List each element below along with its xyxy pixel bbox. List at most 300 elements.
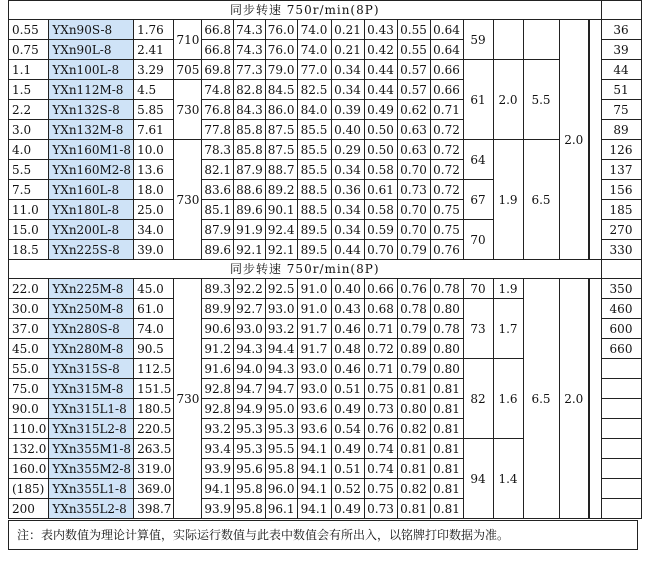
performance-cell: 0.72 [430,120,463,140]
performance-cell: 0.72 [430,160,463,180]
performance-cell: 0.58 [364,160,397,180]
performance-cell: 74.8 [202,80,234,100]
performance-cell: 0.71 [364,319,397,339]
performance-cell: 0.81 [397,499,430,519]
model-cell: YXn90S-8 [49,20,134,40]
power-kw: 15.0 [9,220,49,240]
performance-cell: 0.75 [430,200,463,220]
performance-cell: 66.8 [202,20,234,40]
performance-cell: 93.2 [265,319,297,339]
current-cell: 398.7 [134,499,174,519]
performance-cell: 0.34 [331,60,364,80]
performance-cell: 88.7 [265,160,297,180]
performance-cell: 91.7 [297,339,331,359]
ratio-cell: 1.9 [493,140,523,260]
performance-cell: 0.46 [331,319,364,339]
performance-cell: 0.61 [364,180,397,200]
performance-cell: 89.3 [202,279,234,299]
power-kw: 2.2 [9,100,49,120]
performance-cell: 0.82 [397,479,430,499]
model-cell: YXn132M-8 [49,120,134,140]
model-cell: YXn315M-8 [49,379,134,399]
performance-cell: 0.57 [397,60,430,80]
performance-cell: 0.59 [364,220,397,240]
performance-cell: 91.6 [202,359,234,379]
performance-cell: 92.8 [202,379,234,399]
performance-cell: 84.5 [265,80,297,100]
performance-cell: 0.51 [331,459,364,479]
performance-cell: 74.3 [234,40,266,60]
power-kw: 1.5 [9,80,49,100]
ratio-cell [493,20,523,60]
weight-cell [601,459,641,479]
spacer-cell [589,279,601,519]
table-row [9,279,642,299]
noise-cell: 61 [463,60,493,140]
performance-cell: 89.5 [297,240,331,260]
ratio-cell: 1.9 [493,279,523,299]
performance-cell: 95.8 [234,479,266,499]
performance-cell: 0.36 [331,180,364,200]
performance-cell: 0.54 [331,419,364,439]
performance-cell: 82.8 [234,80,266,100]
current-cell: 263.5 [134,439,174,459]
weight-cell: 39 [601,40,641,60]
weight-cell: 270 [601,220,641,240]
ratio-cell: 2.0 [493,60,523,140]
power-kw: 90.0 [9,399,49,419]
performance-cell: 0.34 [331,160,364,180]
performance-cell: 0.80 [430,339,463,359]
table-row [9,60,642,80]
performance-cell: 84.0 [297,100,331,120]
performance-cell: 74.0 [297,20,331,40]
power-kw: 3.0 [9,120,49,140]
performance-cell: 0.55 [397,20,430,40]
performance-cell: 0.80 [397,399,430,419]
performance-cell: 94.9 [234,399,266,419]
power-kw: 5.5 [9,160,49,180]
power-kw: 200 [9,499,49,519]
weight-cell: 89 [601,120,641,140]
performance-cell: 0.55 [397,40,430,60]
performance-cell: 87.9 [234,160,266,180]
speed-cell: 730 [174,80,202,140]
weight-cell: 460 [601,299,641,319]
weight-cell [601,359,641,379]
performance-cell: 0.34 [331,80,364,100]
current-cell: 4.5 [134,80,174,100]
performance-cell: 0.71 [430,100,463,120]
performance-cell: 85.5 [297,140,331,160]
performance-cell: 94.7 [234,379,266,399]
current-cell: 18.0 [134,180,174,200]
performance-cell: 0.78 [430,319,463,339]
model-cell: YXn90L-8 [49,40,134,60]
current-cell: 61.0 [134,299,174,319]
power-kw: 0.75 [9,40,49,60]
weight-cell [601,499,641,519]
performance-cell: 0.63 [397,120,430,140]
performance-cell: 85.5 [297,120,331,140]
performance-cell: 0.81 [430,459,463,479]
model-cell: YXn160L-8 [49,180,134,200]
performance-cell: 76.0 [265,20,297,40]
performance-cell: 0.70 [397,200,430,220]
performance-cell: 0.46 [331,359,364,379]
current-cell: 1.76 [134,20,174,40]
performance-cell: 95.8 [265,459,297,479]
ratio-cell: 5.5 [523,60,559,140]
weight-cell: 600 [601,319,641,339]
performance-cell: 0.81 [430,399,463,419]
performance-cell: 0.81 [397,379,430,399]
model-cell: YXn315L2-8 [49,419,134,439]
performance-cell: 0.76 [430,240,463,260]
section-header: 同步转速 750r/min(8P) [9,260,602,279]
performance-cell: 0.44 [364,60,397,80]
model-cell: YXn280S-8 [49,319,134,339]
performance-cell: 0.64 [430,40,463,60]
performance-cell: 78.3 [202,140,234,160]
performance-cell: 76.0 [265,40,297,60]
weight-cell: 137 [601,160,641,180]
performance-cell: 76.8 [202,100,234,120]
performance-cell: 0.51 [331,379,364,399]
model-cell: YXn355L1-8 [49,479,134,499]
current-cell: 220.5 [134,419,174,439]
weight-cell: 44 [601,60,641,80]
performance-cell: 0.57 [397,80,430,100]
performance-cell: 92.8 [202,399,234,419]
ratio-cell: 6.5 [523,279,559,519]
power-kw: 30.0 [9,299,49,319]
performance-cell: 0.75 [364,479,397,499]
performance-cell: 94.1 [202,479,234,499]
footnote: 注：表内数值为理论计算值，实际运行数值与此表中数值会有所出入，以铭牌打印数据为准。 [8,520,638,550]
current-cell: 45.0 [134,279,174,299]
performance-cell: 95.8 [234,499,266,519]
power-kw: 0.55 [9,20,49,40]
performance-cell: 91.7 [297,319,331,339]
motor-spec-table [8,0,642,519]
power-kw: 37.0 [9,319,49,339]
current-cell: 112.5 [134,359,174,379]
performance-cell: 0.80 [430,299,463,319]
performance-cell: 87.5 [265,120,297,140]
current-cell: 151.5 [134,379,174,399]
power-kw: 22.0 [9,279,49,299]
model-cell: YXn355M1-8 [49,439,134,459]
current-cell: 34.0 [134,220,174,240]
performance-cell: 85.8 [234,120,266,140]
performance-cell: 0.66 [430,60,463,80]
noise-cell: 67 [463,180,493,220]
power-kw: 132.0 [9,439,49,459]
performance-cell: 91.0 [297,279,331,299]
model-cell: YXn100L-8 [49,60,134,80]
performance-cell: 0.66 [364,279,397,299]
current-cell: 39.0 [134,240,174,260]
current-cell: 319.0 [134,459,174,479]
noise-cell: 94 [463,439,493,519]
performance-cell: 93.0 [265,299,297,319]
performance-cell: 0.50 [364,140,397,160]
performance-cell: 0.70 [364,240,397,260]
performance-cell: 0.81 [430,479,463,499]
performance-cell: 90.1 [265,200,297,220]
current-cell: 10.0 [134,140,174,160]
performance-cell: 86.0 [265,100,297,120]
performance-cell: 77.8 [202,120,234,140]
performance-cell: 0.39 [331,100,364,120]
ratio-cell: 1.6 [493,359,523,439]
performance-cell: 0.44 [331,240,364,260]
performance-cell: 0.76 [364,419,397,439]
weight-cell: 36 [601,20,641,40]
performance-cell: 0.40 [331,120,364,140]
noise-cell: 70 [463,220,493,260]
power-kw: (185) [9,479,49,499]
performance-cell: 0.70 [397,160,430,180]
current-cell: 369.0 [134,479,174,499]
performance-cell: 92.1 [234,240,266,260]
performance-cell: 0.62 [397,100,430,120]
performance-cell: 0.75 [430,220,463,240]
header-blank-cell [601,260,641,279]
current-cell: 13.6 [134,160,174,180]
current-cell: 74.0 [134,319,174,339]
ratio-cell: 1.4 [493,439,523,519]
performance-cell: 90.6 [202,319,234,339]
performance-cell: 92.7 [234,299,266,319]
performance-cell: 0.49 [331,399,364,419]
weight-cell [601,439,641,459]
performance-cell: 0.73 [397,180,430,200]
performance-cell: 0.43 [364,20,397,40]
power-kw: 45.0 [9,339,49,359]
performance-cell: 0.78 [430,279,463,299]
model-cell: YXn355L2-8 [49,499,134,519]
performance-cell: 88.5 [297,200,331,220]
performance-cell: 77.3 [234,60,266,80]
performance-cell: 92.4 [265,220,297,240]
performance-cell: 0.63 [397,140,430,160]
section-header-row [9,260,642,279]
performance-cell: 0.74 [364,439,397,459]
performance-cell: 0.70 [397,220,430,240]
performance-cell: 0.76 [397,279,430,299]
performance-cell: 0.58 [364,200,397,220]
performance-cell: 94.1 [297,499,331,519]
performance-cell: 0.64 [430,20,463,40]
performance-cell: 85.5 [297,160,331,180]
performance-cell: 0.49 [364,100,397,120]
performance-cell: 0.81 [430,379,463,399]
performance-cell: 0.81 [397,459,430,479]
performance-cell: 74.3 [234,20,266,40]
weight-cell [601,379,641,399]
performance-cell: 0.79 [397,319,430,339]
noise-cell: 64 [463,140,493,180]
weight-cell: 75 [601,100,641,120]
performance-cell: 94.1 [297,479,331,499]
performance-cell: 95.3 [234,439,266,459]
power-kw: 160.0 [9,459,49,479]
power-kw: 4.0 [9,140,49,160]
model-cell: YXn225M-8 [49,279,134,299]
performance-cell: 94.0 [234,359,266,379]
ratio-cell: 6.5 [523,140,559,260]
ratio-cell [523,20,559,60]
performance-cell: 91.2 [202,339,234,359]
performance-cell: 0.50 [364,120,397,140]
ratio-cell: 1.7 [493,299,523,359]
performance-cell: 0.79 [397,359,430,379]
performance-cell: 87.9 [202,220,234,240]
power-kw: 18.5 [9,240,49,260]
performance-cell: 66.8 [202,40,234,60]
performance-cell: 0.49 [331,499,364,519]
performance-cell: 94.4 [265,339,297,359]
table-row [9,20,642,40]
performance-cell: 92.2 [234,279,266,299]
performance-cell: 0.44 [364,80,397,100]
noise-cell: 59 [463,20,493,60]
performance-cell: 95.5 [265,439,297,459]
performance-cell: 0.74 [364,459,397,479]
performance-cell: 94.3 [265,359,297,379]
model-cell: YXn225S-8 [49,240,134,260]
performance-cell: 0.21 [331,20,364,40]
weight-cell: 51 [601,80,641,100]
current-cell: 25.0 [134,200,174,220]
power-kw: 11.0 [9,200,49,220]
performance-cell: 0.34 [331,200,364,220]
performance-cell: 93.2 [202,419,234,439]
performance-cell: 82.5 [297,80,331,100]
performance-cell: 87.5 [265,140,297,160]
power-kw: 55.0 [9,359,49,379]
performance-cell: 79.0 [265,60,297,80]
performance-cell: 95.6 [234,459,266,479]
table-row [9,140,642,160]
performance-cell: 92.5 [265,279,297,299]
noise-cell: 70 [463,279,493,299]
power-kw: 1.1 [9,60,49,80]
performance-cell: 89.6 [202,240,234,260]
weight-cell [601,419,641,439]
weight-cell: 330 [601,240,641,260]
performance-cell: 0.78 [397,299,430,319]
performance-cell: 93.0 [297,379,331,399]
performance-cell: 0.21 [331,40,364,60]
speed-cell: 705 [174,60,202,80]
performance-cell: 94.7 [265,379,297,399]
performance-cell: 0.72 [430,140,463,160]
performance-cell: 0.81 [430,439,463,459]
performance-cell: 93.9 [202,499,234,519]
performance-cell: 93.0 [297,359,331,379]
performance-cell: 89.5 [297,220,331,240]
performance-cell: 0.71 [364,359,397,379]
performance-cell: 88.5 [297,180,331,200]
model-cell: YXn160M1-8 [49,140,134,160]
performance-cell: 85.1 [202,200,234,220]
speed-cell: 730 [174,279,202,519]
model-cell: YXn315S-8 [49,359,134,379]
performance-cell: 0.66 [430,80,463,100]
performance-cell: 0.29 [331,140,364,160]
power-kw: 75.0 [9,379,49,399]
model-cell: YXn132S-8 [49,100,134,120]
speed-cell: 730 [174,140,202,260]
performance-cell: 0.81 [430,499,463,519]
performance-cell: 93.6 [297,399,331,419]
performance-cell: 94.1 [297,439,331,459]
model-cell: YXn160M2-8 [49,160,134,180]
performance-cell: 0.75 [364,379,397,399]
performance-cell: 92.1 [265,240,297,260]
performance-cell: 0.52 [331,479,364,499]
performance-cell: 93.4 [202,439,234,459]
performance-cell: 93.9 [202,459,234,479]
current-cell: 90.5 [134,339,174,359]
performance-cell: 93.6 [297,419,331,439]
current-cell: 7.61 [134,120,174,140]
model-cell: YXn280M-8 [49,339,134,359]
weight-cell [601,399,641,419]
performance-cell: 91.9 [234,220,266,240]
performance-cell: 82.1 [202,160,234,180]
performance-cell: 95.3 [265,419,297,439]
header-blank-cell [601,1,641,20]
performance-cell: 89.2 [265,180,297,200]
weight-cell: 126 [601,140,641,160]
performance-cell: 0.73 [364,499,397,519]
performance-cell: 0.43 [331,299,364,319]
section-header: 同步转速 750r/min(8P) [9,1,602,20]
model-cell: YXn250M-8 [49,299,134,319]
ratio-cell: 2.0 [559,279,589,519]
performance-cell: 0.82 [397,419,430,439]
performance-cell: 95.3 [234,419,266,439]
performance-cell: 94.3 [234,339,266,359]
model-cell: YXn112M-8 [49,80,134,100]
performance-cell: 93.0 [234,319,266,339]
weight-cell: 660 [601,339,641,359]
performance-cell: 69.8 [202,60,234,80]
performance-cell: 91.0 [297,299,331,319]
ratio-cell: 2.0 [559,20,589,260]
performance-cell: 96.1 [265,499,297,519]
performance-cell: 0.68 [364,299,397,319]
performance-cell: 74.0 [297,40,331,60]
noise-cell: 82 [463,359,493,439]
current-cell: 3.29 [134,60,174,80]
performance-cell: 83.6 [202,180,234,200]
performance-cell: 0.34 [331,220,364,240]
weight-cell: 350 [601,279,641,299]
performance-cell: 95.0 [265,399,297,419]
weight-cell: 156 [601,180,641,200]
noise-cell: 73 [463,299,493,359]
performance-cell: 0.48 [331,339,364,359]
performance-cell: 89.6 [234,200,266,220]
performance-cell: 0.49 [331,439,364,459]
model-cell: YXn355M2-8 [49,459,134,479]
performance-cell: 84.3 [234,100,266,120]
